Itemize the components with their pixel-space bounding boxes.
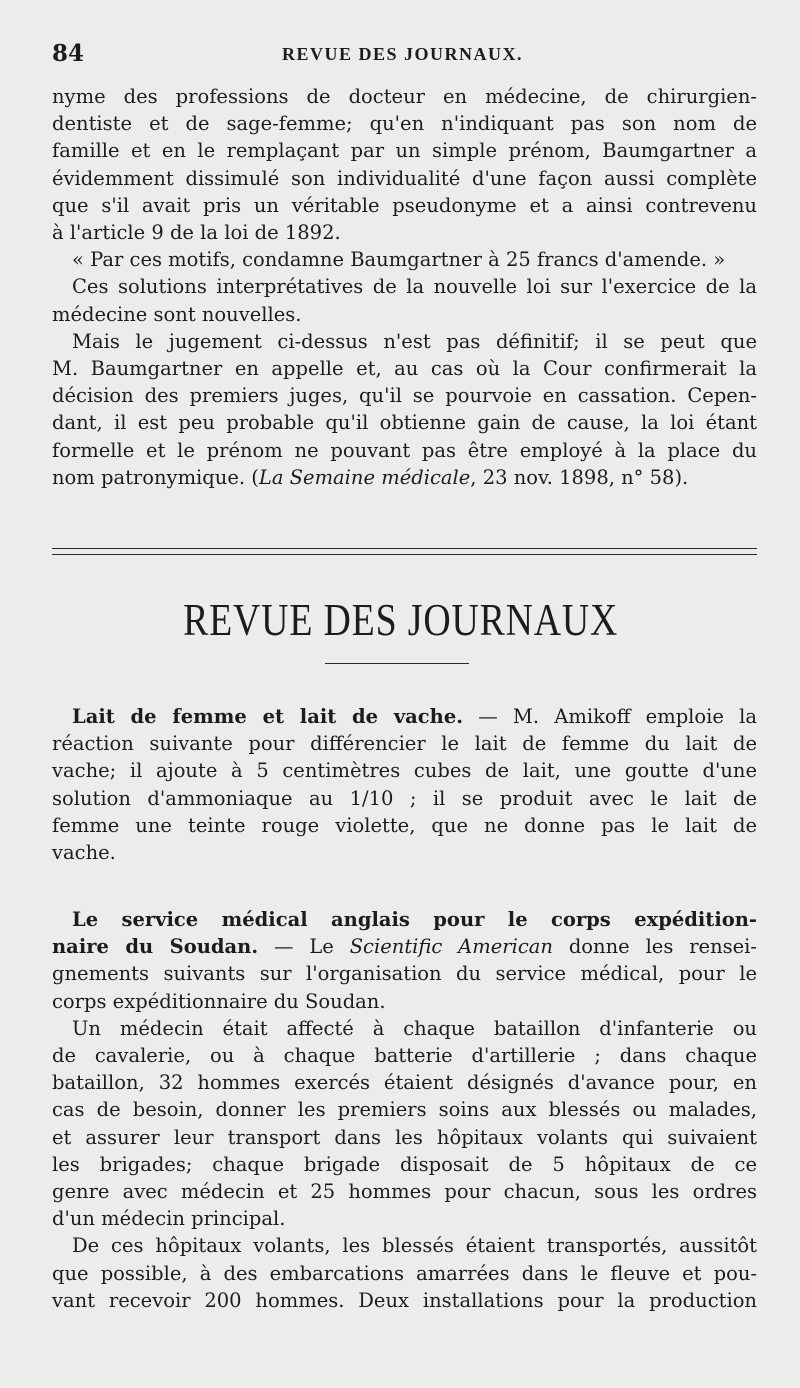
text-line: les brigades; chaque brigade disposait de 5 hôpitaux de ce — [52, 1152, 757, 1176]
text-line: gnements suivants sur l'organisation du service médical, pour le — [52, 962, 757, 986]
text-line: et assurer leur transport dans les hôpitaux volants qui suivaient — [52, 1125, 757, 1149]
text-line: vache. — [52, 841, 116, 865]
text-line: De ces hôpitaux volants, les blessés étaient transportés, aussitôt — [72, 1234, 757, 1258]
citation-before: nom patronymique. ( — [52, 465, 259, 489]
section-divider-bottom — [52, 554, 757, 555]
text-line: dentiste et de sage-femme; qu'en n'indiquant pas son nom de — [52, 112, 757, 136]
article-text: — Le — [258, 935, 350, 959]
text-line: femme une teinte rouge violette, que ne donne pas le lait de — [52, 813, 757, 837]
section-title: REVUE DES JOURNAUX — [183, 595, 619, 645]
continued-article — [52, 83, 757, 491]
source-name: Scientific American — [349, 935, 553, 959]
text-line: que possible, à des embarcations amarrées dans le fleuve et pou- — [52, 1261, 757, 1285]
running-head — [52, 40, 752, 74]
text-line: bataillon, 32 hommes exercés étaient désignés d'avance pour, en — [52, 1071, 757, 1095]
article-text: donne les rensei- — [552, 935, 758, 959]
article-title-line — [52, 703, 757, 730]
text-line: vache; il ajoute à 5 centimètres cubes de lait, une goutte d'une — [52, 759, 757, 783]
text-line: à l'article 9 de la loi de 1892. — [52, 221, 341, 245]
text-line: M. Baumgartner en appelle et, au cas où la Cour confirmerait la — [52, 357, 757, 381]
article-milk — [52, 703, 757, 866]
text-line: que s'il avait pris un véritable pseudonyme et a ainsi contrevenu — [52, 193, 757, 217]
article-title: Lait de femme et lait de vache. — [72, 705, 464, 728]
article-title-line — [52, 933, 757, 960]
text-line: Un médecin était affecté à chaque bataillon d'infanterie ou — [72, 1016, 757, 1040]
text-line: Mais le jugement ci-dessus n'est pas définitif; il se peut que — [72, 329, 757, 353]
title-underline — [325, 663, 469, 664]
section-divider-top — [52, 548, 757, 549]
text-line: évidemment dissimulé son individualité d'une façon aussi complète — [52, 166, 757, 190]
text-line: Ces solutions interprétatives de la nouvelle loi sur l'exercice de la — [72, 275, 757, 299]
text-line: réaction suivante pour différencier le lait de femme du lait de — [52, 732, 757, 756]
citation-source: La Semaine médicale — [258, 465, 471, 489]
article-text: — M. Amikoff emploie la — [463, 705, 757, 728]
article-title-continued: naire du Soudan. — [52, 935, 259, 959]
text-line: famille et en le remplaçant par un simple prénom, Baumgartner a — [52, 139, 757, 163]
text-line: vant recevoir 200 hommes. Deux installations pour la production — [52, 1288, 757, 1312]
page-number: 84 — [52, 40, 85, 67]
text-line: genre avec médecin et 25 hommes pour chacun, sous les ordres — [52, 1180, 757, 1204]
citation-line — [52, 464, 757, 491]
text-line: médecine sont nouvelles. — [52, 302, 302, 326]
running-head-title: REVUE DES JOURNAUX. — [282, 44, 524, 64]
article-medical-service — [52, 906, 757, 1314]
text-line: formelle et le prénom ne pouvant pas être employé à la place du — [52, 438, 757, 462]
citation-after: , 23 nov. 1898, n° 58). — [470, 465, 689, 489]
text-line: dant, il est peu probable qu'il obtienne gain de cause, la loi étant — [52, 411, 757, 435]
text-line: nyme des professions de docteur en médecine, de chirurgien- — [52, 85, 757, 108]
text-line: décision des premiers juges, qu'il se pourvoie en cassation. Cepen- — [52, 384, 757, 408]
text-line: corps expéditionnaire du Soudan. — [52, 989, 386, 1013]
text-line: de cavalerie, ou à chaque batterie d'artillerie ; dans chaque — [52, 1044, 757, 1068]
text-line: solution d'ammoniaque au 1/10 ; il se produit avec le lait de — [52, 786, 757, 810]
text-line: d'un médecin principal. — [52, 1207, 286, 1231]
article-title: Le service médical anglais pour le corps expédition- — [72, 908, 757, 931]
text-line: cas de besoin, donner les premiers soins aux blessés ou malades, — [52, 1098, 757, 1122]
text-line: « Par ces motifs, condamne Baumgartner à 25 francs d'amende. » — [72, 248, 726, 272]
